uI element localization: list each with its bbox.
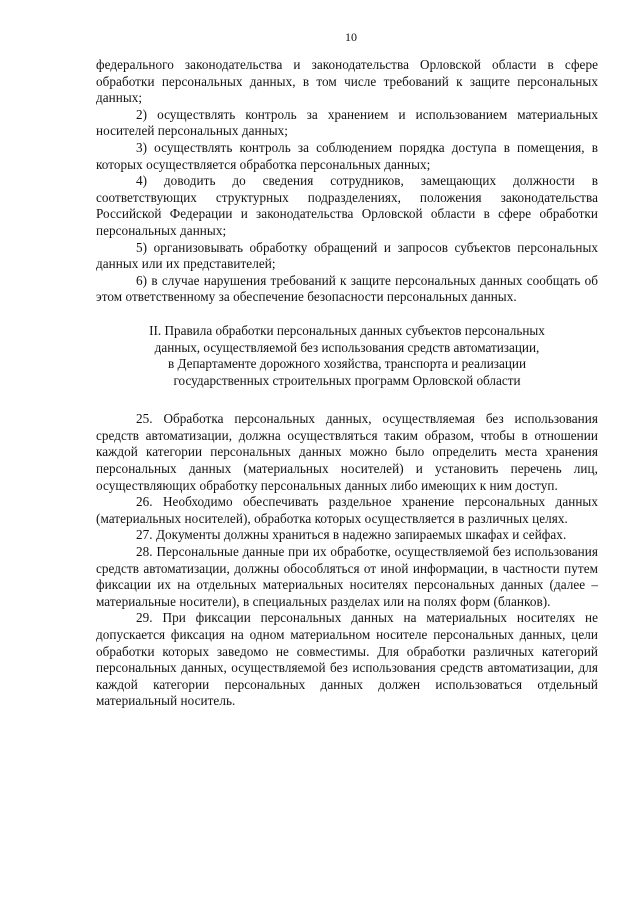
list-item-6: 6) в случае нарушения требований к защите персональных данных сообщать об этом ответственному за обеспечение безопасности персональных данных. xyxy=(96,272,598,305)
clause-28: 28. Персональные данные при их обработке, осуществляемой без использования средств автоматизации, должны обособляться от иной информации, в частности путем фиксации их на отдельных материальных носителях персональных данных (далее – материальные носители), в специальных разделах или на полях форм (бланков). xyxy=(96,544,598,609)
page-number: 10 xyxy=(345,30,357,44)
clause-27: 27. Документы должны храниться в надежно запираемых шкафах и сейфах. xyxy=(136,527,567,543)
paragraph-continued: федерального законодательства и законодательства Орловской области в сфере обработки персональных данных, в том числе требований к защите персональных данных; xyxy=(96,57,598,106)
list-item-3: 3) осуществлять контроль за соблюдением порядка доступа в помещения, в которых осуществляется обработка персональных данных; xyxy=(96,139,598,172)
clause-25: 25. Обработка персональных данных, осуществляемая без использования средств автоматизации, должна осуществляться таким образом, чтобы в отношении каждой категории персональных данных можно было определить места хранения персональных данных (материальных носителей) и установить перечень лиц, осуществляющих обработку персональных данных либо имеющих к ним доступ. xyxy=(96,411,598,493)
section-heading-line: II. Правила обработки персональных данных субъектов персональных xyxy=(149,322,545,338)
list-item-2: 2) осуществлять контроль за хранением и использованием материальных носителей персональных данных; xyxy=(96,106,598,139)
clause-26: 26. Необходимо обеспечивать раздельное хранение персональных данных (материальных носителей), обработка которых осуществляется в различных целях. xyxy=(96,494,598,526)
section-heading xyxy=(96,323,598,389)
document-page xyxy=(96,30,598,710)
list-item-4: 4) доводить до сведения сотрудников, замещающих должности в соответствующих структурных подразделениях, положения законодательства Российской Федерации и законодательства Орловской области в сфере обработки персональных данных; xyxy=(96,173,598,238)
section-heading-line: данных, осуществляемой без использования средств автоматизации, xyxy=(154,339,540,355)
list-item-5: 5) организовывать обработку обращений и запросов субъектов персональных данных или их представителей; xyxy=(96,239,598,272)
rules-section xyxy=(96,411,598,710)
section-heading-line: в Департаменте дорожного хозяйства, транспорта и реализации xyxy=(167,356,527,372)
clause-29: 29. При фиксации персональных данных на материальных носителях не допускается фиксация на одном материальном носителе персональных данных, цели обработки которых заведомо не совместимы. Для обработки различных категорий персональных данных, осуществляемой без использования средств автоматизации, для каждой категории персональных данных должен использоваться отдельный материальный носитель. xyxy=(96,610,598,709)
top-section xyxy=(96,57,598,306)
section-heading-line: государственных строительных программ Орловской области xyxy=(173,372,521,388)
